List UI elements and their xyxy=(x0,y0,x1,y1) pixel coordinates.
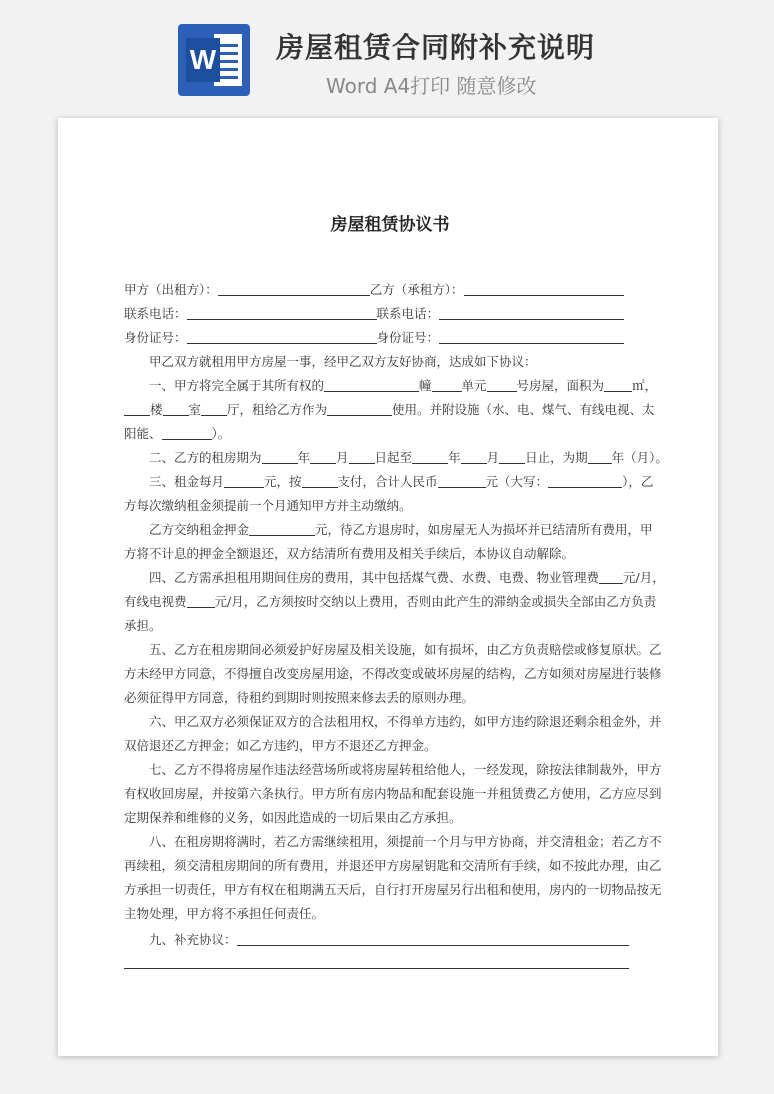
supplement-blank[interactable] xyxy=(237,931,629,946)
room-no-blank[interactable] xyxy=(487,377,517,392)
start-day-blank[interactable] xyxy=(349,449,375,464)
rent-blank[interactable] xyxy=(224,473,264,488)
cable-fee-text: 元/月，乙方须按时交纳以上费用，否则由此产生的滞纳金或损失全部由乙方负责 xyxy=(214,594,657,609)
start-year-blank[interactable] xyxy=(262,449,298,464)
start-day-label: 日起至 xyxy=(374,450,413,465)
deposit-blank[interactable] xyxy=(249,521,315,536)
deposit-line-1 xyxy=(124,518,656,542)
unit-blank[interactable] xyxy=(432,377,462,392)
fees-text: 四、乙方需承担租用期间住房的费用，其中包括煤气费、水费、电费、物业管理费 xyxy=(149,570,600,585)
clause-7-line-2: 有权收回房屋，并按第六条执行。甲方所有房内物品和配套设施一并租赁费乙方使用，乙方应尽到 xyxy=(124,786,662,801)
clause-1-text: 一、甲方将完全属于其所有权的 xyxy=(149,378,325,393)
party-b-phone-label: 联系电话： xyxy=(376,306,440,321)
clause-5-line-1: 五、乙方在租房期间必须爱护好房屋及相关设施，如有损坏，由乙方负责赔偿或修复原状。乙 xyxy=(149,642,662,657)
end-day-blank[interactable] xyxy=(499,449,525,464)
clause-8-line-2: 再续租，须交清租房期间的所有费用，并退还甲方房屋钥匙和交清所有手续，如不按此办理，由乙 xyxy=(124,858,662,873)
facilities-text: 使用。并附设施（水、电、煤气、有线电视、太 xyxy=(392,402,655,417)
term-label: 二、乙方的租房期为 xyxy=(149,450,262,465)
cable-fee-blank[interactable] xyxy=(187,593,215,608)
clause-6-line-1: 六、甲乙双方必须保证双方的合法租用权，不得单方违约，如甲方违约除退还剩余租金外，并 xyxy=(149,714,662,729)
usage-blank[interactable] xyxy=(327,401,392,416)
hall-blank[interactable] xyxy=(201,401,227,416)
document-title: 房屋租赁协议书 xyxy=(330,215,450,235)
facilities-close: ）。 xyxy=(211,426,231,441)
clause-3-line-1 xyxy=(124,470,656,494)
duration-label: 年（月）。 xyxy=(611,450,668,465)
start-year-label: 年 xyxy=(297,450,311,465)
clause-5-line-2: 方未经甲方同意，不得擅自改变房屋用途，不得改变或破坏房屋的结构，乙方如须对房屋进行装修 xyxy=(124,666,662,681)
party-b-id-label: 身份证号： xyxy=(376,330,440,345)
start-month-blank[interactable] xyxy=(310,449,336,464)
clause-1-line-2 xyxy=(124,398,656,422)
capital-close: ），乙 xyxy=(622,474,654,489)
clause-6-line-2: 双倍退还乙方押金；如乙方违约，甲方不退还乙方押金。 xyxy=(124,738,437,753)
usage-label: 厅，租给乙方作为 xyxy=(227,402,328,417)
party-b-blank[interactable] xyxy=(464,281,624,296)
party-a-blank[interactable] xyxy=(218,281,370,296)
deposit-text: 元，待乙方退房时，如房屋无人为损坏并已结清所有费用，甲 xyxy=(315,522,653,537)
total-label: 支付，合计人民币 xyxy=(337,474,438,489)
unit-label: 单元 xyxy=(461,378,487,393)
clause-3-line-2: 方每次缴纳租金须提前一个月通知甲方并主动缴纳。 xyxy=(124,498,412,513)
clause-8-line-3: 方承担一切责任，甲方有权在租期满五天后，自行打开房屋另行出租和使用，房内的一切物品按无 xyxy=(124,882,662,897)
capital-label: 元（大写： xyxy=(485,474,549,489)
clause-7-line-3: 定期保养和维修的义务，如因此造成的一切后果由乙方承担。 xyxy=(124,810,462,825)
clause-8-line-4: 主物处理，甲方将不承担任何责任。 xyxy=(124,906,325,921)
total-blank[interactable] xyxy=(438,473,486,488)
deposit-line-2: 方将不计息的押金全额退还，双方结清所有费用及相关手续后，本协议自动解除。 xyxy=(124,546,575,561)
area-unit: ㎡， xyxy=(632,378,658,393)
party-a-phone-blank[interactable] xyxy=(187,305,377,320)
floor-blank[interactable] xyxy=(124,401,150,416)
intro-line: 甲乙双方就租用甲方房屋一事，经甲乙双方友好协商，达成如下协议： xyxy=(149,354,537,369)
start-month-label: 月 xyxy=(336,450,349,465)
header-subtitle: Word A4打印 随意修改 xyxy=(326,74,537,98)
deposit-label: 乙方交纳租金押金 xyxy=(149,522,250,537)
clause-4-line-1 xyxy=(124,566,665,590)
end-month-blank[interactable] xyxy=(461,449,487,464)
party-line xyxy=(124,278,656,302)
party-a-phone-label: 联系电话： xyxy=(124,306,187,321)
facilities-text-end: 阳能、 xyxy=(124,426,162,441)
floor-label: 楼 xyxy=(150,402,163,417)
room-blank[interactable] xyxy=(163,401,189,416)
header-title: 房屋租赁合同附补充说明 xyxy=(276,31,596,64)
facilities-blank[interactable] xyxy=(162,425,212,440)
rent-unit: 元，按 xyxy=(264,474,302,489)
clause-8-line-1: 八、在租房期将满时，若乙方需继续租用，须提前一个月与甲方协商，并交清租金；若乙方不 xyxy=(149,834,662,849)
party-a-id-blank[interactable] xyxy=(187,329,377,344)
party-b-phone-blank[interactable] xyxy=(439,305,624,320)
room-label: 室 xyxy=(188,402,202,417)
duration-blank[interactable] xyxy=(588,449,612,464)
clause-2-line xyxy=(124,446,668,470)
clause-5-line-3: 必须征得甲方同意，待租约到期时则按照来修去丢的原则办理。 xyxy=(124,690,475,705)
document-page xyxy=(58,118,718,1056)
phone-line xyxy=(124,302,656,326)
pay-period-blank[interactable] xyxy=(302,473,338,488)
cable-fee-label: 有线电视费 xyxy=(124,594,187,609)
header-banner xyxy=(0,0,774,118)
clause-7-line-1: 七、乙方不得将房屋作违法经营场所或将房屋转租给他人，一经发现，除按法律制裁外，甲方 xyxy=(149,762,662,777)
end-year-blank[interactable] xyxy=(412,449,448,464)
clause-4-line-2 xyxy=(124,590,656,614)
supplement-label: 九、补充协议： xyxy=(149,932,237,947)
end-year-label: 年 xyxy=(448,450,461,465)
end-month-label: 月 xyxy=(486,450,500,465)
building-blank[interactable] xyxy=(324,377,419,392)
building-unit: 幢 xyxy=(419,378,432,393)
id-line xyxy=(124,326,656,350)
clause-4-line-3: 承担。 xyxy=(124,618,162,633)
area-label: 号房屋，面积为 xyxy=(516,378,605,393)
end-day-label: 日止，为期 xyxy=(525,450,588,465)
word-letter: W xyxy=(186,38,220,82)
party-a-label: 甲方（出租方）： xyxy=(124,282,218,297)
party-a-id-label: 身份证号： xyxy=(124,330,187,345)
supplement-blank-2[interactable] xyxy=(124,968,629,969)
rent-label: 三、租金每月 xyxy=(149,474,225,489)
property-fee-blank[interactable] xyxy=(599,569,623,584)
clause-1-line-1 xyxy=(124,374,656,398)
clause-9-line xyxy=(124,928,656,952)
property-fee-unit: 元/月， xyxy=(623,570,665,585)
word-icon xyxy=(178,24,250,96)
capital-blank[interactable] xyxy=(548,473,622,488)
area-blank[interactable] xyxy=(604,377,632,392)
party-b-label: 乙方（承租方）： xyxy=(369,282,464,297)
clause-1-line-3 xyxy=(124,422,656,446)
party-b-id-blank[interactable] xyxy=(439,329,624,344)
